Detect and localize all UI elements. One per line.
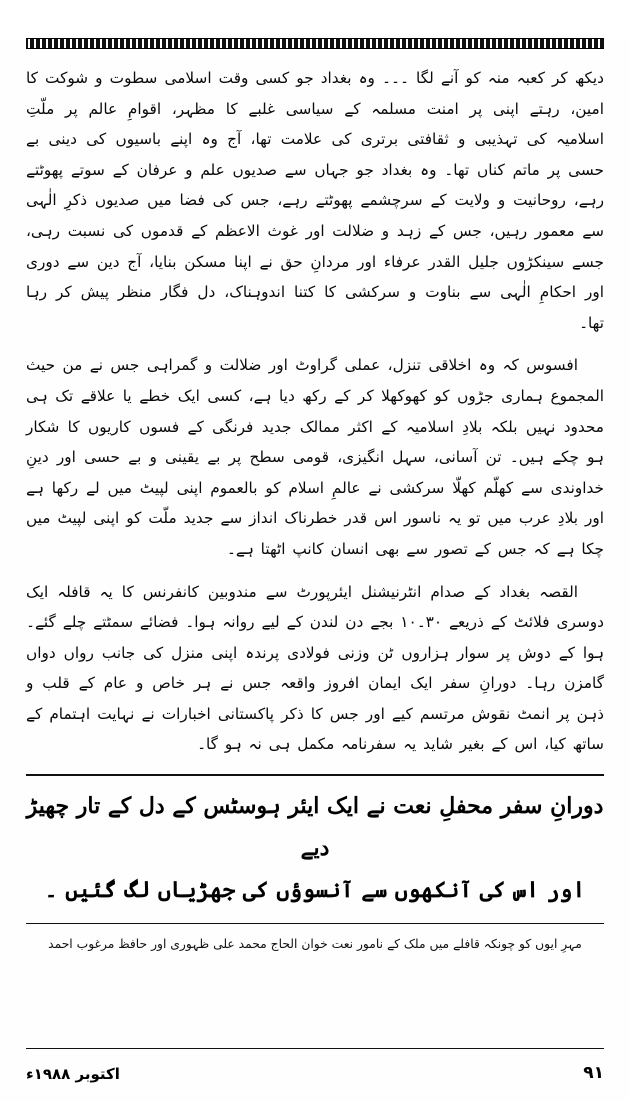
footnote-text: مہرِ ایوں کو چونکہ قافلے میں ملک کے نامور نعت خوان الحاج محمد علی ظہوری اور حافظ مرغوب احمد — [48, 937, 582, 952]
paragraph-3: القصہ بغداد کے صدام انٹرنیشنل ایئرپورٹ سے مندوبین کانفرنس کا یہ قافلہ ایک دوسری فلائٹ کے ذریعے ۳۰۔۱۰ بجے دن لندن کے لیے روانہ ہوا۔ فضائے سمٹتے چلے گئے۔ ہوا کے دوش پر سوار ہزاروں ٹن وزنی فولادی پرندہ اپنی منزل کی جانب رواں دواں گامزن رہا۔ دورانِ سفر ایک ایمان افروز واقعہ جس نے ہر خاص و عام کے قلب و ذہن پر انمٹ نقوش مرتسم کیے اور جس کا ذکر پاکستانی اخبارات نے نہایت اہتمام کے ساتھ کیا، اس کے بغیر شاید یہ سفرنامہ مکمل ہی نہ ہو گا۔ — [26, 582, 604, 754]
pull-quote-line-1: دورانِ سفر محفلِ نعت نے ایک ایئر ہوسٹس کے دل کے تار چھیڑ دیے — [26, 793, 604, 861]
pull-quote — [26, 786, 604, 911]
page-number: ۹۱ — [583, 1063, 604, 1083]
article-body — [26, 63, 604, 760]
paragraph-1: دیکھ کر کعبہ منہ کو آنے لگا ۔۔۔ وہ بغداد جو کسی وقت اسلامی سطوت و شوکت کا امین، رہتے اپنی پر امنت مسلمہ کے سیاسی غلبے کا مظہر، اقوامِ عالم پر ملّتِ اسلامیہ کی تہذیبی و ثقافتی برتری کی علامت تھا، آج وہ اپنے باسیوں کی دینی بے حسی پر ماتم کناں تھا۔ وہ بغداد جو جہاں سے صدیوں علم و عرفان کے سوتے پھوٹتے رہے، روحانیت و ولایت کے سرچشمے پھوٹتے رہے، جس کی فضا میں صدیوں ذکرِ الٰہی سے معمور رہیں، جس کے زہد و ضلالت اور غوث الاعظم کے قدموں کی نسبت رہی، جسے سینکڑوں جلیل القدر عرفاء اور مردانِ حق نے اپنا مسکن بنایا، آج دین سے دوری اور احکامِ الٰہی سے بناوت و سرکشی کا کتنا اندوہناک، دل فگار منظر پیش کر رہا تھا۔ — [26, 69, 604, 332]
page-footer — [26, 1063, 604, 1083]
magazine-page — [0, 38, 630, 1101]
issue-date: اکتوبر ۱۹۸۸ء — [26, 1065, 120, 1083]
pull-quote-line-2: اور اس کی آنکھوں سے آنسوؤں کی جھڑیاں لگ گئیں ۔ — [44, 876, 586, 903]
paragraph-2: افسوس کہ وہ اخلاقی تنزل، عملی گراوٹ اور ضلالت و گمراہی جس نے من حیث المجموع ہماری جڑوں کو کھوکھلا کر کے رکھ دیا ہے، کسی ایک خطے یا علاقے تک ہی محدود نہیں بلکہ بلادِ اسلامیہ کے اکثر ممالک جدید فرنگی کے فسوں کاریوں کا شکار ہو چکے ہیں۔ تن آسانی، سہل انگیزی، قومی سطح پر بے یقینی و بے حسی اور دینِ خداوندی سے کھلّم کھلّا سرکشی نے عالمِ اسلام کو بالعموم اپنی لپیٹ میں لے رکھا ہے اور بلادِ عرب میں تو یہ ناسور اس قدر خطرناک انداز سے جدید ملّت کو اپنی لپیٹ میں چکا ہے کہ جس کے تصور سے بھی انسان کانپ اٹھتا ہے۔ — [26, 356, 604, 558]
pullquote-top-rule — [26, 774, 604, 776]
decorative-dotted-rule — [26, 38, 604, 49]
footer-separator — [26, 1048, 604, 1049]
pullquote-bottom-rule — [26, 923, 604, 924]
